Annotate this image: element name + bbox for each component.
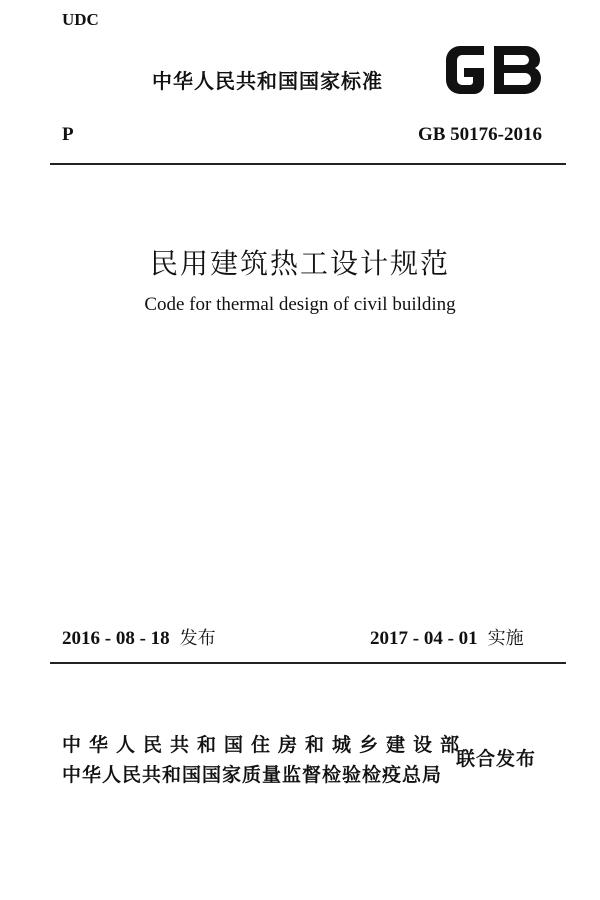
standard-code: GB 50176-2016 (417, 124, 542, 145)
bottom-divider (50, 662, 566, 664)
publish-date-block (62, 624, 216, 650)
title-chinese: 民用建筑热工设计规范 (149, 247, 450, 280)
national-standard-label: 中华人民共和国国家标准 (152, 69, 383, 93)
effective-label: 实施 (487, 628, 524, 649)
publish-label: 发布 (179, 628, 216, 649)
issuer-quality-administration: 中华人民共和国国家质量监督检验检疫总局 (62, 764, 443, 786)
classification-code: P (62, 124, 74, 145)
joint-issue-label: 联合发布 (456, 748, 537, 770)
effective-date-block (370, 624, 524, 650)
effective-date: 2017 - 04 - 01 (370, 628, 478, 649)
issuer-ministry-housing: 中华人民共和国住房和城乡建设部 (62, 734, 468, 756)
title-english: Code for thermal design of civil building (144, 294, 456, 315)
gb-logo-icon (444, 42, 546, 98)
udc-label: UDC (62, 10, 99, 29)
top-divider (50, 163, 566, 165)
publish-date: 2016 - 08 - 18 (62, 628, 170, 649)
